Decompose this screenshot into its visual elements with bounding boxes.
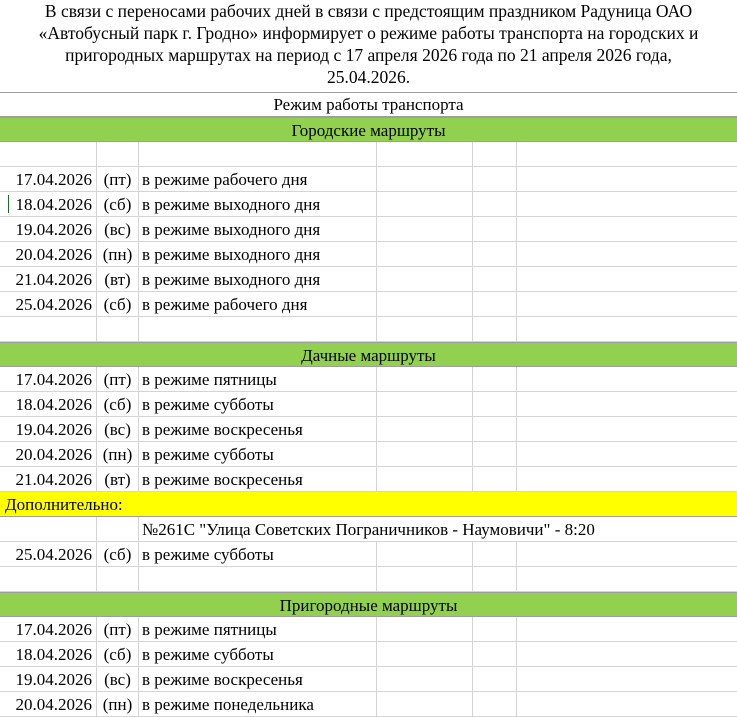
date-cell[interactable]: 25.04.2026: [15, 545, 92, 564]
cell[interactable]: [472, 217, 516, 241]
cell[interactable]: [0, 142, 96, 166]
additional-row[interactable]: [0, 492, 737, 517]
weekday-cell[interactable]: (вт): [96, 467, 138, 491]
notice-line: «Автобусный парк г. Гродно» информирует о режиме работы транспорта на городских и: [38, 23, 699, 43]
cell[interactable]: [138, 142, 376, 166]
section-title: Дачные маршруты: [301, 346, 436, 365]
mode-cell[interactable]: в режиме субботы: [138, 642, 376, 666]
notice-line: В связи с переносами рабочих дней в связи с предстоящим праздником Радуница ОАО: [44, 1, 693, 21]
weekday-cell[interactable]: (вс): [96, 217, 138, 241]
weekday-cell[interactable]: (сб): [96, 642, 138, 666]
cell[interactable]: [376, 217, 472, 241]
cell[interactable]: [376, 392, 472, 416]
cell[interactable]: [516, 617, 737, 641]
cell[interactable]: [472, 642, 516, 666]
cell[interactable]: [376, 667, 472, 691]
cell[interactable]: [138, 317, 376, 341]
mode-cell[interactable]: в режиме воскресенья: [138, 667, 376, 691]
date-cell[interactable]: 21.04.2026: [15, 270, 92, 289]
additional-route-cell[interactable]: №261С "Улица Советских Пограничников - Наумовичи" - 8:20: [138, 517, 737, 541]
cell[interactable]: [472, 442, 516, 466]
weekday-cell[interactable]: (вс): [96, 667, 138, 691]
cell[interactable]: [516, 567, 737, 591]
cell[interactable]: [96, 317, 138, 341]
cell[interactable]: [472, 467, 516, 491]
notice-line: пригородных маршрутах на период с 17 апреля 2026 года по 21 апреля 2026 года,: [65, 45, 672, 65]
cell[interactable]: [96, 567, 138, 591]
section-title: Городские маршруты: [291, 121, 446, 140]
date-cell[interactable]: 20.04.2026: [15, 695, 92, 714]
mode-cell[interactable]: в режиме рабочего дня: [138, 167, 376, 191]
cell[interactable]: [472, 367, 516, 391]
date-cell[interactable]: 25.04.2026: [15, 295, 92, 314]
mode-cell[interactable]: в режиме воскресенья: [138, 467, 376, 491]
table-row[interactable]: [0, 217, 737, 242]
table-row[interactable]: [0, 667, 737, 692]
table-row[interactable]: [0, 267, 737, 292]
cell[interactable]: [516, 642, 737, 666]
weekday-cell[interactable]: (сб): [96, 292, 138, 316]
section-header-suburban[interactable]: [0, 592, 737, 617]
schedule-sheet: [0, 93, 737, 717]
mode-cell[interactable]: в режиме пятницы: [138, 617, 376, 641]
cell[interactable]: [472, 542, 516, 566]
cell[interactable]: [472, 667, 516, 691]
mode-cell[interactable]: в режиме субботы: [138, 542, 376, 566]
cell[interactable]: [516, 692, 737, 716]
cell[interactable]: [376, 167, 472, 191]
weekday-cell[interactable]: (пн): [96, 442, 138, 466]
table-row[interactable]: [0, 467, 737, 492]
weekday-cell[interactable]: (пн): [96, 692, 138, 716]
cell[interactable]: [516, 442, 737, 466]
cell[interactable]: [376, 367, 472, 391]
cell[interactable]: [472, 167, 516, 191]
date-cell[interactable]: 19.04.2026: [15, 670, 92, 689]
weekday-cell[interactable]: (сб): [96, 542, 138, 566]
weekday-cell[interactable]: (пн): [96, 242, 138, 266]
cell[interactable]: [472, 392, 516, 416]
empty-row[interactable]: [0, 317, 737, 342]
date-cell[interactable]: 19.04.2026: [15, 420, 92, 439]
table-row[interactable]: [0, 167, 737, 192]
cell[interactable]: [376, 617, 472, 641]
date-cell[interactable]: 17.04.2026: [15, 370, 92, 389]
cell[interactable]: [472, 142, 516, 166]
cell[interactable]: [472, 292, 516, 316]
date-cell[interactable]: 17.04.2026: [15, 620, 92, 639]
cell[interactable]: [516, 392, 737, 416]
cell[interactable]: [472, 617, 516, 641]
date-cell[interactable]: 20.04.2026: [15, 445, 92, 464]
cell[interactable]: [472, 692, 516, 716]
table-row[interactable]: [0, 392, 737, 417]
cell[interactable]: [516, 417, 737, 441]
cell[interactable]: [96, 142, 138, 166]
cell[interactable]: [96, 517, 138, 541]
date-cell[interactable]: 19.04.2026: [15, 220, 92, 239]
cell[interactable]: [376, 417, 472, 441]
cell[interactable]: [516, 267, 737, 291]
table-row[interactable]: [0, 692, 737, 717]
cell[interactable]: [376, 542, 472, 566]
mode-cell[interactable]: в режиме субботы: [138, 392, 376, 416]
cell[interactable]: [516, 217, 737, 241]
section-header-dacha[interactable]: [0, 342, 737, 367]
mode-cell[interactable]: в режиме выходного дня: [138, 192, 376, 216]
cell[interactable]: [472, 192, 516, 216]
cell[interactable]: [472, 317, 516, 341]
weekday-cell[interactable]: (пт): [96, 617, 138, 641]
cell[interactable]: [516, 367, 737, 391]
cell[interactable]: [516, 667, 737, 691]
mode-cell[interactable]: в режиме пятницы: [138, 367, 376, 391]
mode-cell[interactable]: в режиме воскресенья: [138, 417, 376, 441]
table-row[interactable]: [0, 617, 737, 642]
date-cell[interactable]: 21.04.2026: [15, 470, 92, 489]
cell[interactable]: [138, 567, 376, 591]
additional-label[interactable]: Дополнительно:: [5, 495, 123, 514]
date-cell[interactable]: 18.04.2026: [15, 395, 92, 414]
cell[interactable]: [376, 567, 472, 591]
date-cell[interactable]: 20.04.2026: [15, 245, 92, 264]
notice-line: 25.04.2026.: [326, 67, 411, 87]
weekday-cell[interactable]: (пт): [96, 167, 138, 191]
weekday-cell[interactable]: (вс): [96, 417, 138, 441]
cell[interactable]: [376, 292, 472, 316]
cell[interactable]: [516, 542, 737, 566]
empty-row[interactable]: [0, 142, 737, 167]
cell[interactable]: [376, 317, 472, 341]
cell[interactable]: [516, 192, 737, 216]
cell[interactable]: [516, 467, 737, 491]
cell[interactable]: [516, 142, 737, 166]
table-row[interactable]: [0, 442, 737, 467]
mode-cell[interactable]: в режиме выходного дня: [138, 217, 376, 241]
section-header-city[interactable]: [0, 117, 737, 142]
table-row[interactable]: [0, 292, 737, 317]
cell[interactable]: [0, 567, 96, 591]
notice-header: [0, 0, 737, 93]
weekday-cell[interactable]: (пт): [96, 367, 138, 391]
table-row[interactable]: [0, 517, 737, 542]
table-row[interactable]: [0, 192, 737, 217]
weekday-cell[interactable]: (сб): [96, 392, 138, 416]
weekday-cell[interactable]: (вт): [96, 267, 138, 291]
mode-cell[interactable]: в режиме выходного дня: [138, 242, 376, 266]
cell[interactable]: [472, 567, 516, 591]
cell[interactable]: [0, 317, 96, 341]
cell[interactable]: [472, 267, 516, 291]
cell[interactable]: [376, 642, 472, 666]
table-title: [0, 93, 737, 117]
date-cell[interactable]: 17.04.2026: [15, 170, 92, 189]
cell[interactable]: [376, 692, 472, 716]
cell[interactable]: [376, 242, 472, 266]
section-title: Пригородные маршруты: [279, 596, 458, 615]
table-row[interactable]: [0, 642, 737, 667]
cell[interactable]: [376, 267, 472, 291]
mode-cell[interactable]: в режиме выходного дня: [138, 267, 376, 291]
mode-cell[interactable]: в режиме рабочего дня: [138, 292, 376, 316]
table-title-text: Режим работы транспорта: [273, 95, 464, 114]
cell[interactable]: [0, 517, 96, 541]
empty-row[interactable]: [0, 567, 737, 592]
cell[interactable]: [472, 242, 516, 266]
table-row[interactable]: [0, 417, 737, 442]
date-cell[interactable]: 18.04.2026: [15, 195, 92, 214]
cell[interactable]: [376, 442, 472, 466]
cell[interactable]: [376, 467, 472, 491]
cell[interactable]: [472, 417, 516, 441]
weekday-cell[interactable]: (сб): [96, 192, 138, 216]
table-row[interactable]: [0, 367, 737, 392]
date-cell[interactable]: 18.04.2026: [15, 645, 92, 664]
cell[interactable]: [376, 192, 472, 216]
table-row[interactable]: [0, 542, 737, 567]
mode-cell[interactable]: в режиме понедельника: [138, 692, 376, 716]
cell[interactable]: [516, 292, 737, 316]
cell[interactable]: [376, 142, 472, 166]
table-row[interactable]: [0, 242, 737, 267]
cell[interactable]: [516, 167, 737, 191]
cell[interactable]: [516, 317, 737, 341]
cell[interactable]: [516, 242, 737, 266]
mode-cell[interactable]: в режиме субботы: [138, 442, 376, 466]
